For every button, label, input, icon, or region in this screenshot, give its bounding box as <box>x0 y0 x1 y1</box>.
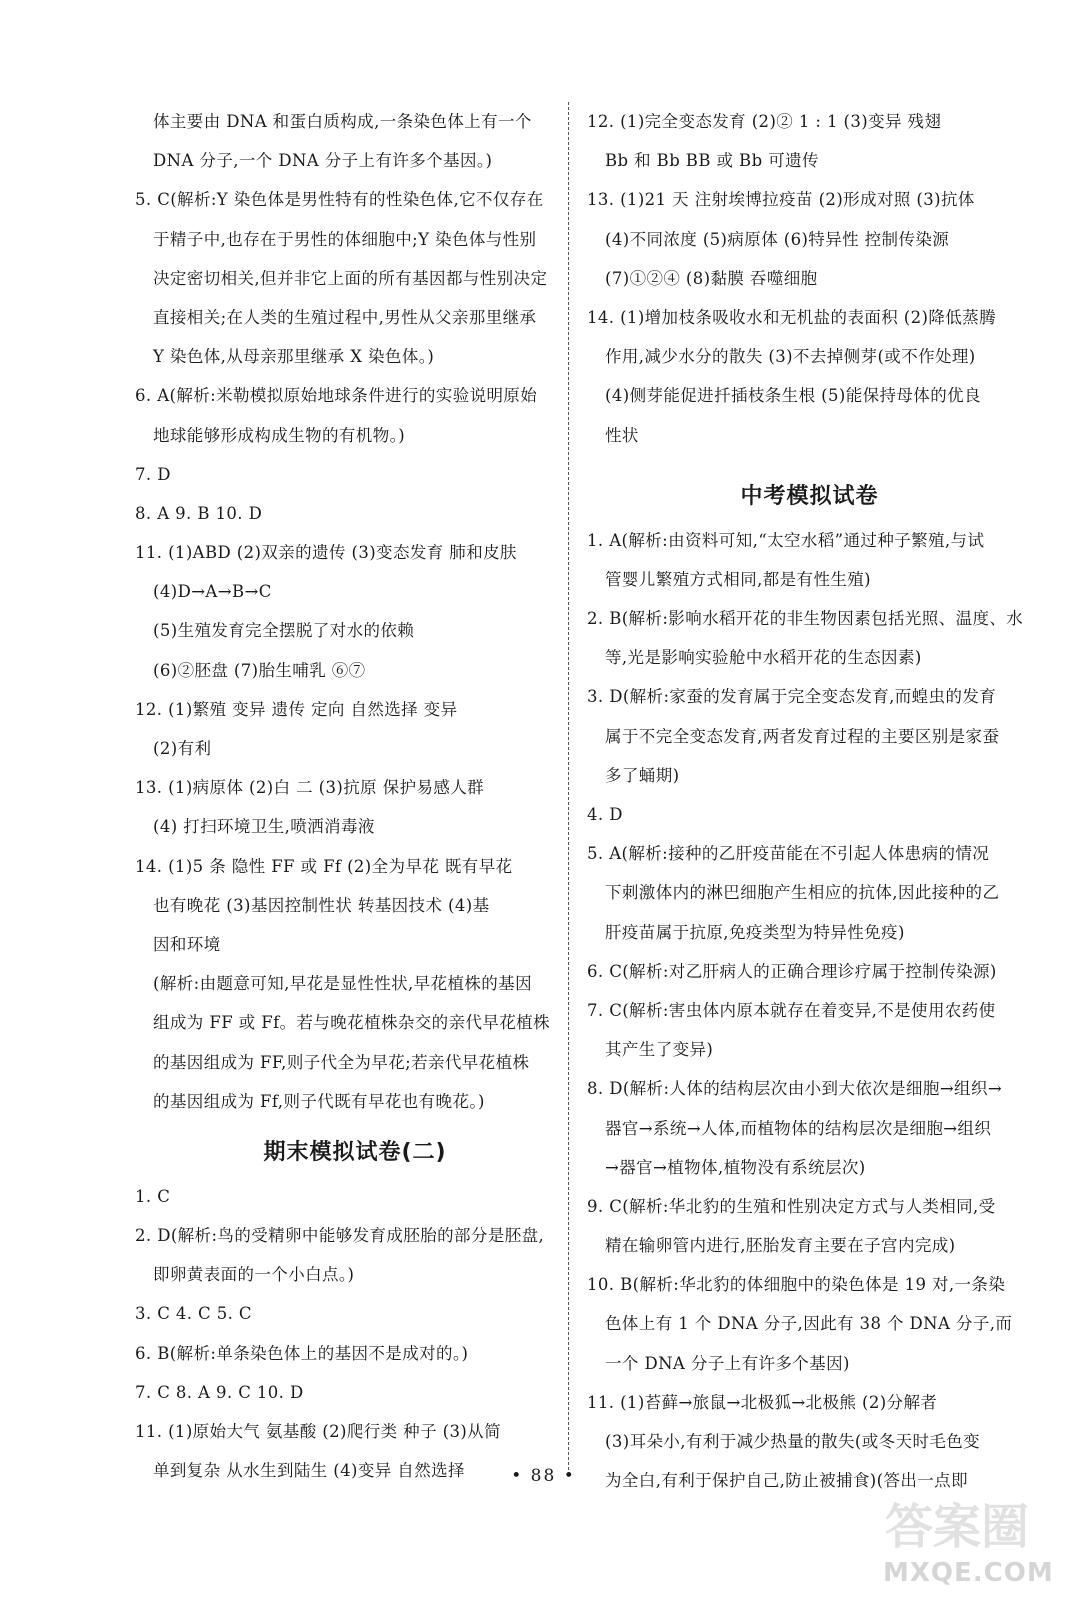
answer-line: 12. (1)繁殖 变异 遗传 定向 自然选择 变异 <box>135 699 458 719</box>
answer-line: 器官→系统→人体,而植物体的结构层次是细胞→组织 <box>605 1118 992 1138</box>
answer-line: 其产生了变异) <box>605 1040 714 1060</box>
answer-line: 5. C(解析:Y 染色体是男性特有的性染色体,它不仅存在 <box>135 190 544 210</box>
answer-line: 6. C(解析:对乙肝病人的正确合理诊疗属于控制传染源) <box>587 961 997 981</box>
answer-line: 9. C(解析:华北豹的生殖和性别决定方式与人类相同,受 <box>587 1196 996 1216</box>
right-answers-part-2 <box>587 521 1032 1501</box>
right-answers-part-1 <box>587 102 1032 455</box>
column-divider <box>568 102 569 1470</box>
answer-line: 地球能够形成构成生物的有机物。) <box>153 425 406 445</box>
answer-line: 肝疫苗属于抗原,免疫类型为特异性免疫) <box>605 922 905 942</box>
answer-line: Bb 和 Bb BB 或 Bb 可遗传 <box>605 151 819 171</box>
answer-line: 13. (1)病原体 (2)白 二 (3)抗原 保护易感人群 <box>135 778 485 798</box>
answer-line: 11. (1)苔藓→旅鼠→北极狐→北极熊 (2)分解者 <box>587 1392 938 1412</box>
answer-line: 7. C(解析:害虫体内原本就存在着变异,不是使用农药使 <box>587 1000 996 1020</box>
answer-line: 性状 <box>605 425 639 445</box>
answer-line: 2. D(解析:鸟的受精卵中能够发育成胚胎的部分是胚盘, <box>135 1226 545 1246</box>
answer-line: 决定密切相关,但并非它上面的所有基因都与性别决定 <box>153 268 548 288</box>
answer-line: 13. (1)21 天 注射埃博拉疫苗 (2)形成对照 (3)抗体 <box>587 190 975 210</box>
left-column <box>135 102 575 1490</box>
left-answers-part-1 <box>135 102 575 1121</box>
answer-line: 4. D <box>587 805 623 824</box>
right-column <box>587 102 1032 1500</box>
answer-line: 5. A(解析:接种的乙肝疫苗能在不引起人体患病的情况 <box>587 844 990 864</box>
answer-line: 属于不完全变态发育,两者发育过程的主要区别是家蚕 <box>605 726 1000 746</box>
answer-line: 也有晚花 (3)基因控制性状 转基因技术 (4)基 <box>153 895 490 915</box>
answer-line: 因和环境 <box>153 934 221 954</box>
answer-line: (2)有利 <box>153 739 212 758</box>
answer-line: 2. B(解析:影响水稻开花的非生物因素包括光照、温度、水 <box>587 609 1024 629</box>
answer-line: 6. B(解析:单条染色体上的基因不是成对的。) <box>135 1343 469 1363</box>
answer-line: 12. (1)完全变态发育 (2)② 1 : 1 (3)变异 残翅 <box>587 112 942 131</box>
answer-line: 即卵黄表面的一个小白点。) <box>153 1265 355 1285</box>
answer-line: (3)耳朵小,有利于减少热量的散失(或冬天时毛色变 <box>605 1432 981 1451</box>
answer-line: 11. (1)ABD (2)双亲的遗传 (3)变态发育 肺和皮肤 <box>135 543 517 563</box>
answer-line: Y 染色体,从母亲那里继承 X 染色体。) <box>153 347 435 367</box>
answer-line: (5)生殖发育完全摆脱了对水的依赖 <box>153 621 415 641</box>
watermark-title: 答案圈 <box>885 1499 1030 1555</box>
answer-line: 7. D <box>135 464 171 484</box>
answer-line: 8. D(解析:人体的结构层次由小到大依次是细胞→组织→ <box>587 1079 1003 1099</box>
answer-line: 的基因组成为 FF,则子代全为早花;若亲代早花植株 <box>153 1052 530 1072</box>
answer-line: 一个 DNA 分子上有许多个基因) <box>605 1353 850 1373</box>
answer-line: →器官→植物体,植物没有系统层次) <box>605 1157 866 1177</box>
answer-line: 管婴儿繁殖方式相同,都是有性生殖) <box>605 569 871 589</box>
answer-line: (4) 打扫环境卫生,喷洒消毒液 <box>153 817 375 837</box>
answer-line: 14. (1)增加枝条吸收水和无机盐的表面积 (2)降低蒸腾 <box>587 307 996 327</box>
section-heading-zhongkao-mock: 中考模拟试卷 <box>740 483 879 509</box>
answer-line: 1. C <box>135 1186 171 1206</box>
answer-line: (4)不同浓度 (5)病原体 (6)特异性 控制传染源 <box>605 229 950 249</box>
answer-line: 等,光是影响实验舱中水稻开花的生态因素) <box>605 648 922 668</box>
watermark-logo <box>879 1488 1069 1588</box>
answer-line: 8. A 9. B 10. D <box>135 503 263 523</box>
answer-line: (6)②胚盘 (7)胎生哺乳 ⑥⑦ <box>153 660 366 680</box>
answer-line: 为全白,有利于保护自己,防止被捕食)(答出一点即 <box>605 1471 968 1491</box>
answer-line: 的基因组成为 Ff,则子代既有早花也有晚花。) <box>153 1091 485 1111</box>
answer-line: 色体上有 1 个 DNA 分子,因此有 38 个 DNA 分子,而 <box>605 1314 1013 1334</box>
answer-line: 下刺激体内的淋巴细胞产生相应的抗体,因此接种的乙 <box>605 883 1000 903</box>
answer-line: 10. B(解析:华北豹的体细胞中的染色体是 19 对,一条染 <box>587 1275 1006 1295</box>
answer-line: 6. A(解析:米勒模拟原始地球条件进行的实验说明原始 <box>135 386 538 406</box>
answer-line: 3. D(解析:家蚕的发育属于完全变态发育,而蝗虫的发育 <box>587 687 997 707</box>
answer-line: 1. A(解析:由资料可知,“太空水稻”通过种子繁殖,与试 <box>587 530 985 550</box>
answer-line: 单到复杂 从水生到陆生 (4)变异 自然选择 <box>153 1461 465 1481</box>
answer-line: (4)D→A→B→C <box>153 582 272 602</box>
answer-line: 3. C 4. C 5. C <box>135 1304 252 1324</box>
answer-line: 11. (1)原始大气 氨基酸 (2)爬行类 种子 (3)从简 <box>135 1422 501 1441</box>
page-number: • 88 • <box>511 1466 576 1486</box>
answer-line: 多了蛹期) <box>605 765 680 785</box>
answer-line: (7)①②④ (8)黏膜 吞噬细胞 <box>605 268 818 288</box>
answer-line: 体主要由 DNA 和蛋白质构成,一条染色体上有一个 <box>153 112 532 131</box>
section-heading-final-exam-2: 期末模拟试卷(二) <box>263 1139 447 1165</box>
answer-line: (解析:由题意可知,早花是显性性状,早花植株的基因 <box>153 974 532 994</box>
answer-line: 组成为 FF 或 Ff。若与晚花植株杂交的亲代早花植株 <box>153 1013 550 1033</box>
answer-line: (4)侧芽能促进扦插枝条生根 (5)能保持母体的优良 <box>605 386 981 406</box>
answer-line: 作用,减少水分的散失 (3)不去掉侧芽(或不作处理) <box>605 347 976 367</box>
answer-line: 直接相关;在人类的生殖过程中,男性从父亲那里继承 <box>153 307 537 327</box>
left-answers-part-2 <box>135 1177 575 1491</box>
answer-line: 7. C 8. A 9. C 10. D <box>135 1382 304 1402</box>
watermark-url: MXQE.COM <box>883 1558 1054 1588</box>
answer-line: 14. (1)5 条 隐性 FF 或 Ff (2)全为早花 既有早花 <box>135 856 513 876</box>
answer-line: 精在输卵管内进行,胚胎发育主要在子宫内完成) <box>605 1236 956 1256</box>
answer-line: 于精子中,也存在于男性的体细胞中;Y 染色体与性别 <box>153 229 537 249</box>
answer-line: DNA 分子,一个 DNA 分子上有许多个基因。) <box>153 151 493 171</box>
